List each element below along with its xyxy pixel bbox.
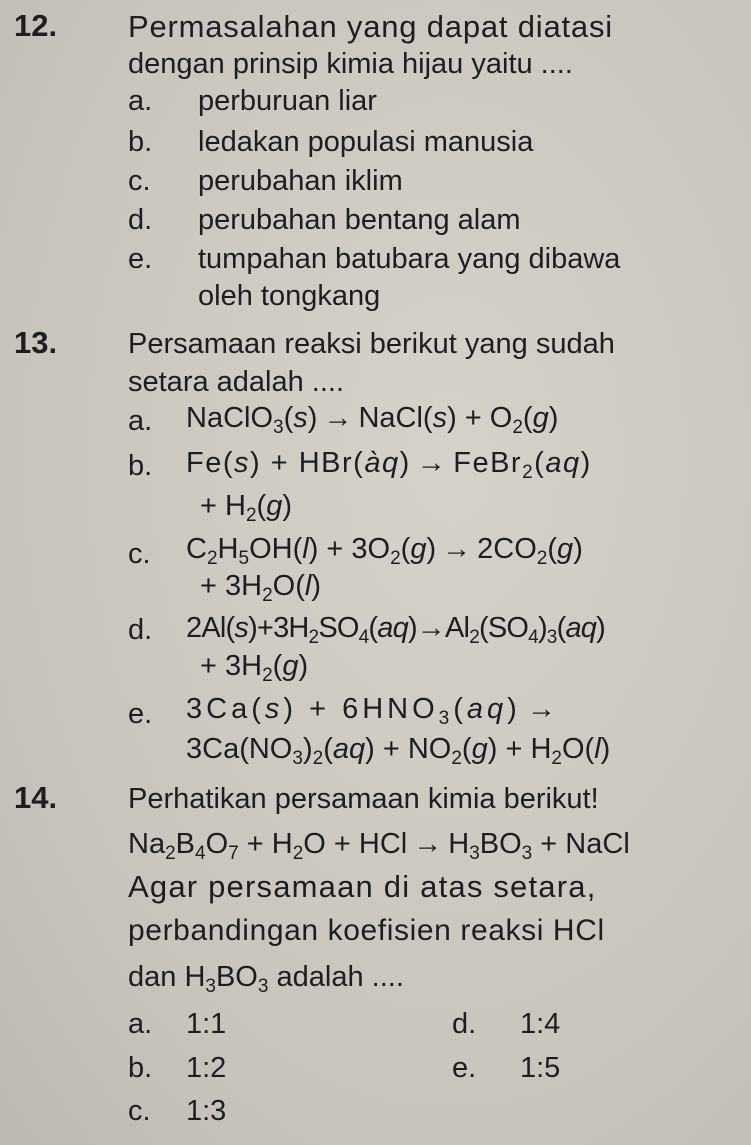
q12-option-c-label[interactable]: c. <box>128 165 151 197</box>
question-13-number: 13. <box>14 325 58 360</box>
question-12-number: 12. <box>14 8 58 43</box>
q12-option-a-text[interactable]: perburuan liar <box>198 85 377 117</box>
q13-option-a-label[interactable]: a. <box>128 405 153 437</box>
question-14-stem-line-3: Agar persamaan di atas setara, <box>128 869 597 904</box>
q14-option-e-label[interactable]: e. <box>452 1052 477 1084</box>
q14-option-c-label[interactable]: c. <box>128 1095 151 1127</box>
q13-option-c-equation[interactable]: $C_2H_5OH(l) + 3O_2(g) \to 2CO_2(g)$ <box>186 533 583 569</box>
q12-option-d-label[interactable]: d. <box>128 204 153 236</box>
q14-stem-prefix: dan <box>128 961 177 993</box>
q14-option-a-text[interactable]: 1:1 <box>186 1008 227 1040</box>
q14-stem-suffix: adalah .... <box>276 961 404 993</box>
q14-option-e-text[interactable]: 1:5 <box>520 1052 561 1084</box>
q12-option-e-text-line-2[interactable]: oleh tongkang <box>198 280 381 312</box>
q14-option-d-text[interactable]: 1:4 <box>520 1008 561 1040</box>
question-14-stem-line-4: perbandingan koefisien reaksi HCl <box>128 914 605 947</box>
q14-option-d-label[interactable]: d. <box>452 1008 477 1040</box>
question-13-stem-line-1: Persamaan reaksi berikut yang sudah <box>128 328 615 360</box>
q13-option-a-equation[interactable]: NaClO$_3$(s) → NaCl(s) + $O_2(g)$ <box>186 402 559 438</box>
question-14-number: 14. <box>14 780 58 815</box>
q12-option-c-text[interactable]: perubahan iklim <box>198 165 403 197</box>
question-12-stem-line-2: dengan prinsip kimia hijau yaitu .... <box>128 48 573 80</box>
q12-option-a-label[interactable]: a. <box>128 85 153 117</box>
question-14-stem-line-1: Perhatikan persamaan kimia berikut! <box>128 783 599 815</box>
q14-option-a-label[interactable]: a. <box>128 1008 153 1040</box>
q13-option-d-equation[interactable]: $2Al(s)+3H_2SO_4(aq)\to Al_2(SO_4)_3(aq)$ <box>186 612 605 648</box>
q13-option-b-label[interactable]: b. <box>128 450 153 482</box>
q12-option-b-text[interactable]: ledakan populasi manusia <box>198 126 534 158</box>
q14-option-b-text[interactable]: 1:2 <box>186 1052 227 1084</box>
question-14-equation: $Na_2B_4O_7 + H_2O$ + HCl → $H_3BO_3$ + NaCl <box>128 828 630 864</box>
q13-option-b-equation-line-2[interactable]: + $H_2(g)$ <box>200 490 292 526</box>
q13-option-e-equation-line-2[interactable]: $3Ca(NO_3)_2(aq) + NO_2(g) + H_2O(l)$ <box>186 733 611 769</box>
question-14-stem-line-5: dan $H_3BO_3$ adalah .... <box>128 961 404 997</box>
q13-option-d-label[interactable]: d. <box>128 614 153 646</box>
question-13-stem-line-2: setara adalah .... <box>128 366 345 398</box>
q12-option-d-text[interactable]: perubahan bentang alam <box>198 204 521 236</box>
question-12-stem-line-1: Permasalahan yang dapat diatasi <box>128 9 613 44</box>
q12-option-e-label[interactable]: e. <box>128 243 153 275</box>
q13-option-d-equation-line-2[interactable]: + $3H_2(g)$ <box>200 650 309 686</box>
q13-option-e-label[interactable]: e. <box>128 698 153 730</box>
q12-option-b-label[interactable]: b. <box>128 126 153 158</box>
q13-option-c-label[interactable]: c. <box>128 538 151 570</box>
q13-option-b-equation[interactable]: Fe(s) + HBr(àq) → FeBr$_2$(aq) <box>186 447 592 483</box>
q13-option-c-equation-line-2[interactable]: + $3H_2O(l)$ <box>200 570 321 606</box>
q12-option-e-text[interactable]: tumpahan batubara yang dibawa <box>198 243 621 275</box>
q14-option-c-text[interactable]: 1:3 <box>186 1095 227 1127</box>
q14-option-b-label[interactable]: b. <box>128 1052 153 1084</box>
q13-option-e-equation[interactable]: $3Ca(s) + 6HNO_3(aq)$ → <box>186 693 560 729</box>
